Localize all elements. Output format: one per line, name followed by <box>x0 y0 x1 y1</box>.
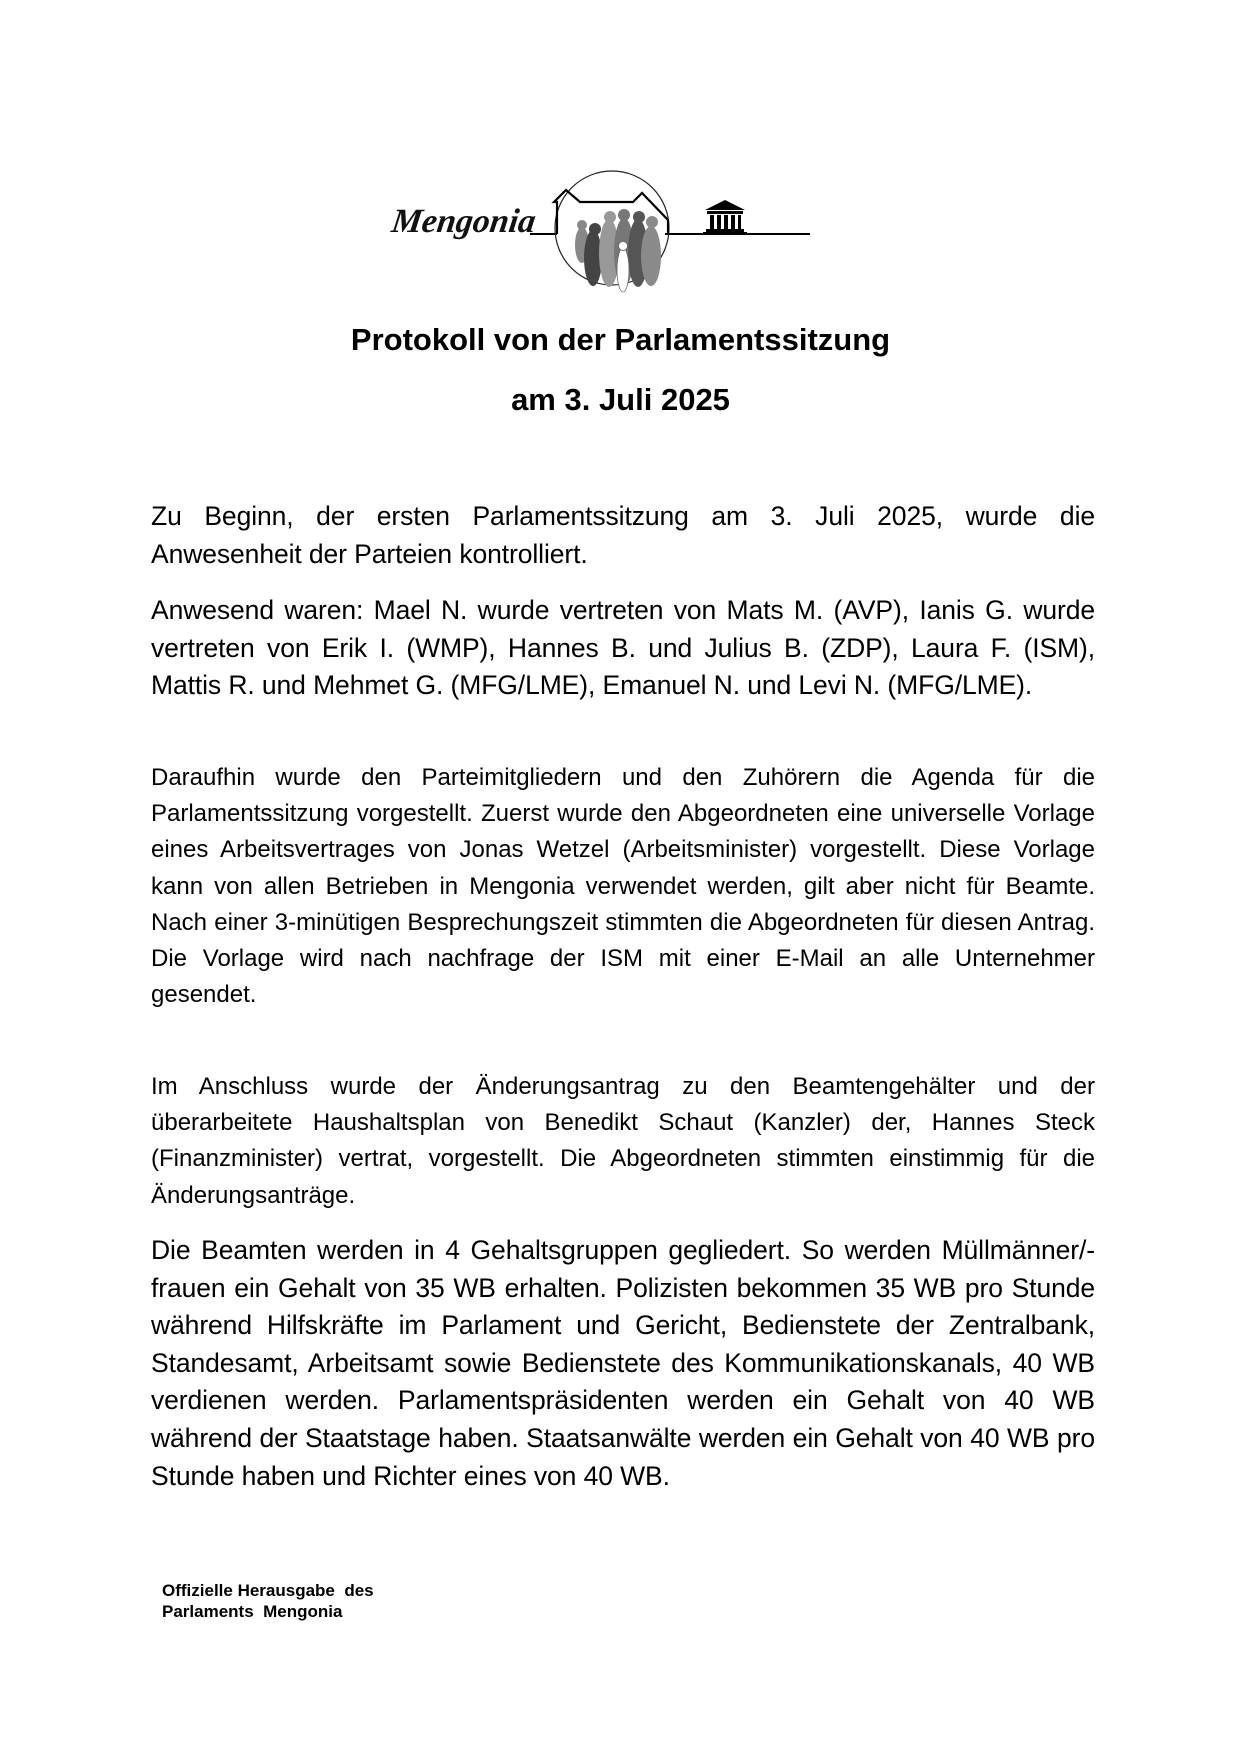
paragraph-salary-groups: Die Beamten werden in 4 Gehaltsgruppen gegliedert. So werden Müllmänner/-frauen ein Gehalt von 35 WB erhalten. Polizisten bekommen 35 WB pro Stunde während Hilfskräfte im Parlament und Gericht, Bedienstete der Zentralbank, Standesamt, Arbeitsamt sowie Bedienstete des Kommunikationskanals, 40 WB verdienen werden. Parlamentspräsidenten werden ein Gehalt von 40 WB während der Staatstage haben. Staatsanwälte werden ein Gehalt von 40 WB pro Stunde haben und Richter eines von 40 WB. <box>151 1235 1095 1491</box>
footer-line-2: Parlaments Mengonia <box>162 1602 343 1621</box>
logo-wordmark: Mengonia <box>389 203 539 240</box>
footer-publisher <box>162 1580 374 1622</box>
people-group-icon <box>575 209 661 292</box>
paragraph-amendment: Im Anschluss wurde der Änderungsantrag zu den Beamtengehälter und der überarbeitete Haushaltsplan von Benedikt Schaut (Kanzler) der, Hannes Steck (Finanzminister) vertrat, vorgestellt. Die Abgeordneten stimmten einstimmig für die Änderungsanträge. <box>151 1073 1095 1209</box>
paragraph-agenda-contract: Daraufhin wurde den Parteimitgliedern und den Zuhörern die Agenda für die Parlamentssitzung vorgestellt. Zuerst wurde den Abgeordneten eine universelle Vorlage eines Arbeitsvertrages von Jonas Wetzel (Arbeitsminister) vorgestellt. Diese Vorlage kann von allen Betrieben in Mengonia verwendet werden, gilt aber nicht für Beamte. Nach einer 3-minütigen Besprechungszeit stimmten die Abgeordneten für diesen Antrag. Die Vorlage wird nach nachfrage der ISM mit einer E-Mail an alle Unternehmer gesendet. <box>151 764 1095 1009</box>
paragraph-attendees: Anwesend waren: Mael N. wurde vertreten von Mats M. (AVP), Ianis G. wurde vertreten von Erik I. (WMP), Hannes B. und Julius B. (ZDP), Laura F. (ISM), Mattis R. und Mehmet G. (MFG/LME), Emanuel N. und Levi N. (MFG/LME). <box>151 595 1095 701</box>
document-title: Protokoll von der Parlamentssitzung <box>350 322 891 357</box>
temple-icon <box>703 200 747 235</box>
paragraph-attendance-check: Zu Beginn, der ersten Parlamentssitzung am 3. Juli 2025, wurde die Anwesenheit der Parteien kontrolliert. <box>151 501 1095 569</box>
footer-line-1: Offizielle Herausgabe des <box>162 1581 374 1600</box>
mengonia-logo <box>380 150 840 300</box>
document-date: am 3. Juli 2025 <box>511 382 730 417</box>
